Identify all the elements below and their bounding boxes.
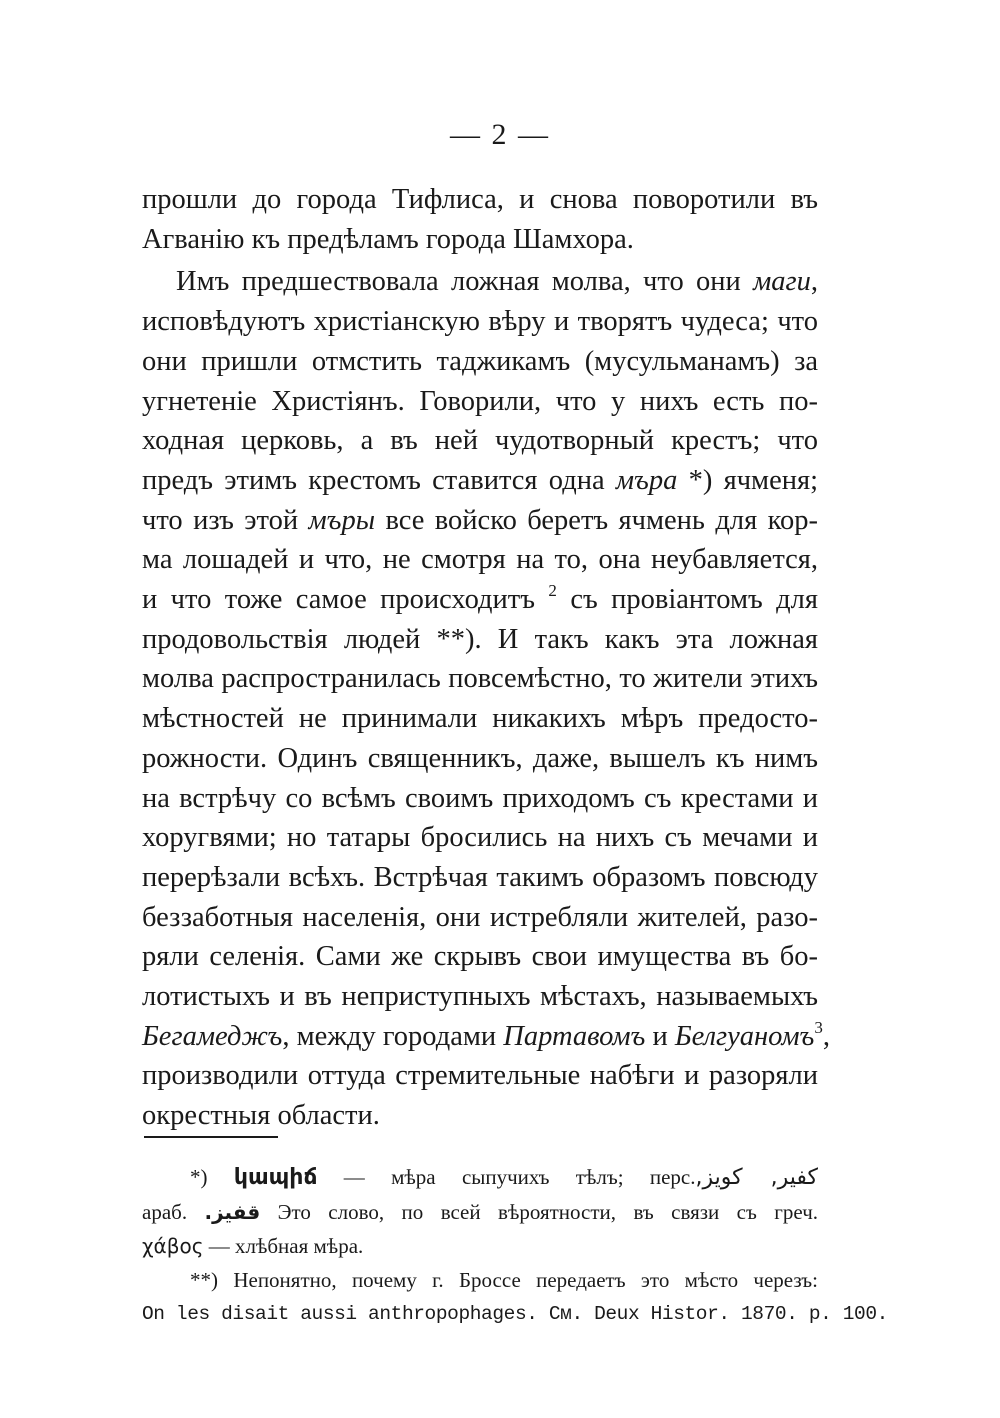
- footnote-line: χάβος — хлѣбная мѣра.: [142, 1234, 364, 1258]
- italic-term: маги: [753, 266, 811, 298]
- greek-word: χάβος: [142, 1234, 204, 1258]
- italic-term: мъры: [308, 504, 376, 536]
- text-line: Агванію къ предѣламъ города Шамхора.: [142, 223, 634, 255]
- text-line: Имъ предшествовала ложная молва, что они маги,: [176, 266, 818, 298]
- text-line: на встрѣчу со всѣмъ своимъ приходомъ съ крестами и: [142, 782, 818, 814]
- persian-word: کفیر, کویز,: [695, 1165, 819, 1190]
- text-line: предъ этимъ крестомъ ставится одна мъра *) ячменя;: [142, 464, 818, 496]
- footnote-divider: [144, 1136, 278, 1138]
- text-line: окрестныя области.: [142, 1100, 380, 1132]
- text-line: хоругвями; но татары бросились на нихъ съ мечами и: [142, 822, 818, 854]
- footnote-line: *) կապիճ — мѣра сыпучихъ тѣлъ; перс.کفیر, کویز,: [190, 1165, 819, 1190]
- footnote-line: араб. قفیز. Это слово, по всей вѣроятности, въ связи съ греч.: [142, 1200, 819, 1224]
- text-line: Бегамеджъ, между городами Партавомъ и Белгуаномъ$^3$,: [142, 1017, 830, 1052]
- page-number: — 2 —: [450, 118, 550, 151]
- text-line: ма лошадей и что, не смотря на то, она неубавляется,: [142, 544, 818, 576]
- text-line: молва распространилась повсемѣстно, то жители этихъ: [142, 663, 818, 695]
- text-line: производили оттуда стремительные набѣги и разоряли: [142, 1060, 818, 1092]
- italic-place: Бегамеджъ: [142, 1020, 283, 1052]
- text-line: исповѣдуютъ христіанскую вѣру и творятъ чудеса; что: [142, 306, 818, 338]
- italic-term: мъра: [615, 464, 678, 496]
- text-line: они пришли отмстить таджикамъ (мусульманамъ) за: [142, 345, 818, 377]
- text-line: мѣстностей не принимали никакихъ мѣръ предосто-: [142, 703, 818, 735]
- text-line: угнетеніе Христіянъ. Говорили, что у нихъ есть по-: [142, 385, 818, 417]
- text-line: ходная церковь, а въ ней чудотворный крестъ; что: [142, 425, 818, 457]
- footnotes: [142, 1160, 888, 1331]
- text-line: что изъ этой мъры все войско беретъ ячмень для кор-: [142, 504, 818, 536]
- text-line: лотистыхъ и въ неприступныхъ мѣстахъ, называемыхъ: [142, 981, 818, 1013]
- arabic-word: قفیز.: [204, 1200, 261, 1224]
- text-line: перерѣзали всѣхъ. Встрѣчая такимъ образомъ повсюду: [142, 861, 818, 893]
- text-line: ряли селенія. Сами же скрывъ свои имущества въ бо-: [142, 941, 818, 973]
- text-line: беззаботныя населенія, они истребляли жителей, разо-: [142, 901, 818, 933]
- armenian-word: կապիճ: [233, 1165, 318, 1190]
- italic-place: Партавомъ: [503, 1020, 646, 1052]
- footnote-ref: 2: [548, 581, 557, 601]
- italic-place: Белгуаномъ: [674, 1020, 815, 1052]
- footnote-line: **) Непонятно, почему г. Броссе передаетъ это мѣсто черезъ:: [190, 1268, 818, 1292]
- main-text: [142, 180, 830, 1136]
- footnote-line: On les disait aussi anthropophages. См. Deux Histor. 1870. p. 100.: [142, 1303, 888, 1325]
- footnote-ref: 3: [814, 1017, 823, 1037]
- text-line: продовольствія людей **). И такъ какъ эта ложная: [142, 623, 818, 655]
- text-line: прошли до города Тифлиса, и снова поворотили въ: [142, 184, 818, 215]
- text-line: и что тоже самое происходитъ $^2$ съ провіантомъ для: [142, 581, 819, 616]
- text-line: рожности. Одинъ священникъ, даже, вышелъ къ нимъ: [142, 742, 818, 774]
